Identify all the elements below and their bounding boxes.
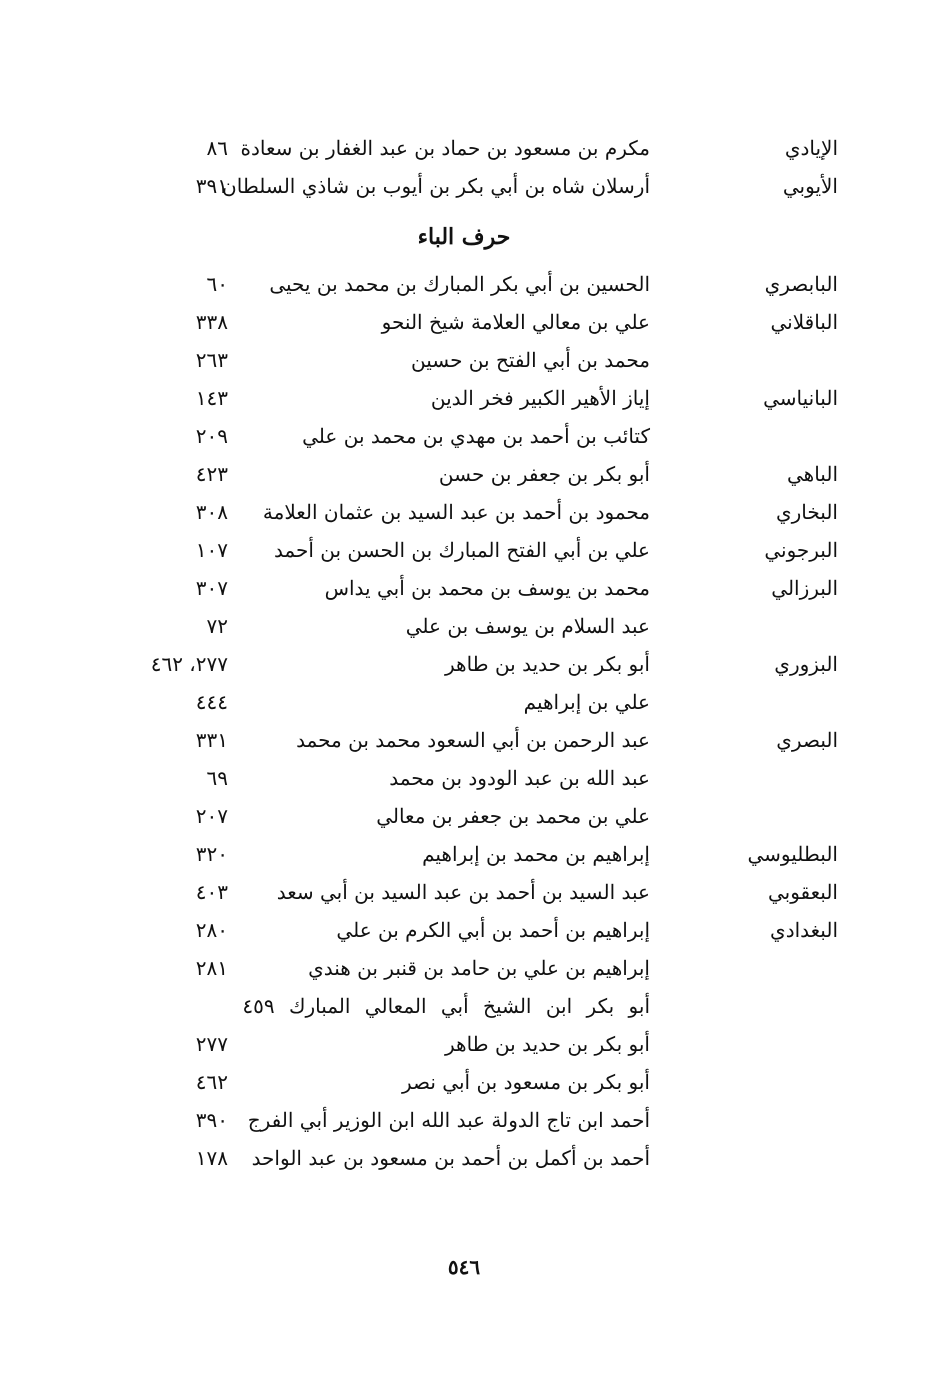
index-entry — [0, 873, 948, 911]
entry-name: أحمد بن أكمل بن أحمد بن مسعود بن عبد الواحد — [251, 1146, 650, 1170]
entry-page-number: ١٤٣ — [195, 386, 228, 410]
entry-name: إبراهيم بن أحمد بن أبي الكرم بن علي — [336, 918, 650, 942]
entry-nisba: الأيوبي — [782, 174, 838, 198]
index-entry — [0, 341, 948, 379]
entry-name: أرسلان شاه بن أبي بكر بن أيوب بن شاذي السلطان — [222, 174, 650, 198]
entry-page-number: ٢٧٧ — [195, 1032, 228, 1056]
entry-name: الحسين بن أبي بكر المبارك بن محمد بن يحيى — [269, 272, 650, 296]
index-entry — [0, 265, 948, 303]
entry-name: أبو بكر بن جعفر بن حسن — [438, 462, 650, 486]
index-entry — [0, 531, 948, 569]
entry-page-number: ٢٠٧ — [195, 804, 228, 828]
entry-name: محمود بن أحمد بن عبد السيد بن عثمان العلامة — [262, 500, 650, 524]
entry-page-number: ٧٢ — [206, 614, 228, 638]
entry-nisba: البزوري — [774, 652, 838, 676]
entry-name: أبو بكر ابن الشيخ أبي المعالي المبارك ٤٥٩ — [242, 994, 650, 1018]
entry-page-number: ٢٨٠ — [195, 918, 228, 942]
entry-name: إبراهيم بن علي بن حامد بن قنبر بن هندي — [308, 956, 650, 980]
entry-page-number: ٤٢٣ — [195, 462, 228, 486]
index-entry — [0, 303, 948, 341]
entry-page-number: ٣٩٠ — [195, 1108, 228, 1132]
entry-page-number: ٣٩١ — [195, 174, 228, 198]
section-heading — [0, 218, 948, 256]
entry-page-number: ٣٣٨ — [195, 310, 228, 334]
entry-name: إياز الأهير الكبير فخر الدين — [430, 386, 650, 410]
page-number — [0, 1252, 948, 1282]
entry-page-number: ٤٦٢ — [195, 1070, 228, 1094]
index-entry — [0, 569, 948, 607]
entry-name: إبراهيم بن محمد بن إبراهيم — [422, 842, 650, 866]
entry-name: علي بن معالي العلامة شيخ النحو — [381, 310, 650, 334]
index-entry — [0, 455, 948, 493]
entry-page-number: ٢٠٩ — [195, 424, 228, 448]
index-entry — [0, 379, 948, 417]
entry-name: عبد الرحمن بن أبي السعود محمد بن محمد — [296, 728, 650, 752]
page-number-text: ٥٤٦ — [447, 1255, 481, 1279]
index-entry — [0, 1139, 948, 1177]
entry-page-number: ٢٨١ — [195, 956, 228, 980]
entry-page-number: ٣٢٠ — [195, 842, 228, 866]
entry-page-number: ٤٤٤ — [195, 690, 228, 714]
index-entry — [0, 493, 948, 531]
entry-nisba: البغدادي — [770, 918, 838, 942]
index-entry — [0, 1063, 948, 1101]
entry-name: عبد الله بن عبد الودود بن محمد — [389, 766, 650, 790]
index-entry — [0, 797, 948, 835]
entry-page-number: ١٠٧ — [195, 538, 228, 562]
index-entry — [0, 911, 948, 949]
entry-page-number: ٢٦٣ — [195, 348, 228, 372]
entry-nisba: الباقلاني — [770, 310, 838, 334]
entry-nisba: البرجوني — [764, 538, 838, 562]
section-heading-text: حرف الباء — [417, 224, 511, 250]
entry-name: أبو بكر بن مسعود بن أبي نصر — [401, 1070, 650, 1094]
entry-page-number: ٦٠ — [206, 272, 228, 296]
index-entry — [0, 987, 948, 1025]
entry-page-number: ٣٣١ — [195, 728, 228, 752]
entry-name: عبد السلام بن يوسف بن علي — [405, 614, 650, 638]
entry-page-number: ٨٦ — [206, 136, 228, 160]
index-entry — [0, 721, 948, 759]
index-entry — [0, 167, 948, 205]
entry-page-number: ٢٧٧، ٤٦٢ — [150, 652, 228, 676]
entry-name: أبو بكر بن حديد بن طاهر — [445, 1032, 650, 1056]
entry-name: عبد السيد بن أحمد بن عبد السيد بن أبي سعد — [276, 880, 650, 904]
index-entry — [0, 683, 948, 721]
entry-nisba: الإيادي — [784, 136, 838, 160]
entry-name: علي بن إبراهيم — [523, 690, 650, 714]
index-entry — [0, 835, 948, 873]
entry-page-number: ٤٠٣ — [195, 880, 228, 904]
entry-nisba: البابصري — [764, 272, 838, 296]
entry-page-number: ١٧٨ — [195, 1146, 228, 1170]
entry-nisba: البطليوسي — [747, 842, 838, 866]
entry-name: علي بن محمد بن جعفر بن معالي — [376, 804, 650, 828]
index-entry — [0, 1101, 948, 1139]
entry-nisba: البانياسي — [763, 386, 838, 410]
entry-name: كتائب بن أحمد بن مهدي بن محمد بن علي — [302, 424, 650, 448]
entry-page-number: ٣٠٧ — [195, 576, 228, 600]
entry-name: أحمد ابن تاج الدولة عبد الله ابن الوزير أبي الفرج — [247, 1108, 650, 1132]
entry-page-number: ٣٠٨ — [195, 500, 228, 524]
entry-name: علي بن أبي الفتح المبارك بن الحسن بن أحمد — [273, 538, 650, 562]
index-entry — [0, 645, 948, 683]
index-entry — [0, 417, 948, 455]
index-entry — [0, 607, 948, 645]
entry-nisba: البرزالي — [771, 576, 838, 600]
entry-nisba: البعقوبي — [767, 880, 838, 904]
index-entry — [0, 759, 948, 797]
entry-name: مكرم بن مسعود بن حماد بن عبد الغفار بن سعادة — [240, 136, 650, 160]
index-entry — [0, 129, 948, 167]
entry-nisba: الباهي — [787, 462, 838, 486]
entry-nisba: البصري — [776, 728, 838, 752]
entry-page-number: ٦٩ — [206, 766, 228, 790]
entry-name: محمد بن يوسف بن محمد بن أبي يداس — [324, 576, 650, 600]
index-entry — [0, 1025, 948, 1063]
entry-name: أبو بكر بن حديد بن طاهر — [445, 652, 650, 676]
entry-name: محمد بن أبي الفتح بن حسين — [410, 348, 650, 372]
index-entry — [0, 949, 948, 987]
entry-nisba: البخاري — [775, 500, 838, 524]
